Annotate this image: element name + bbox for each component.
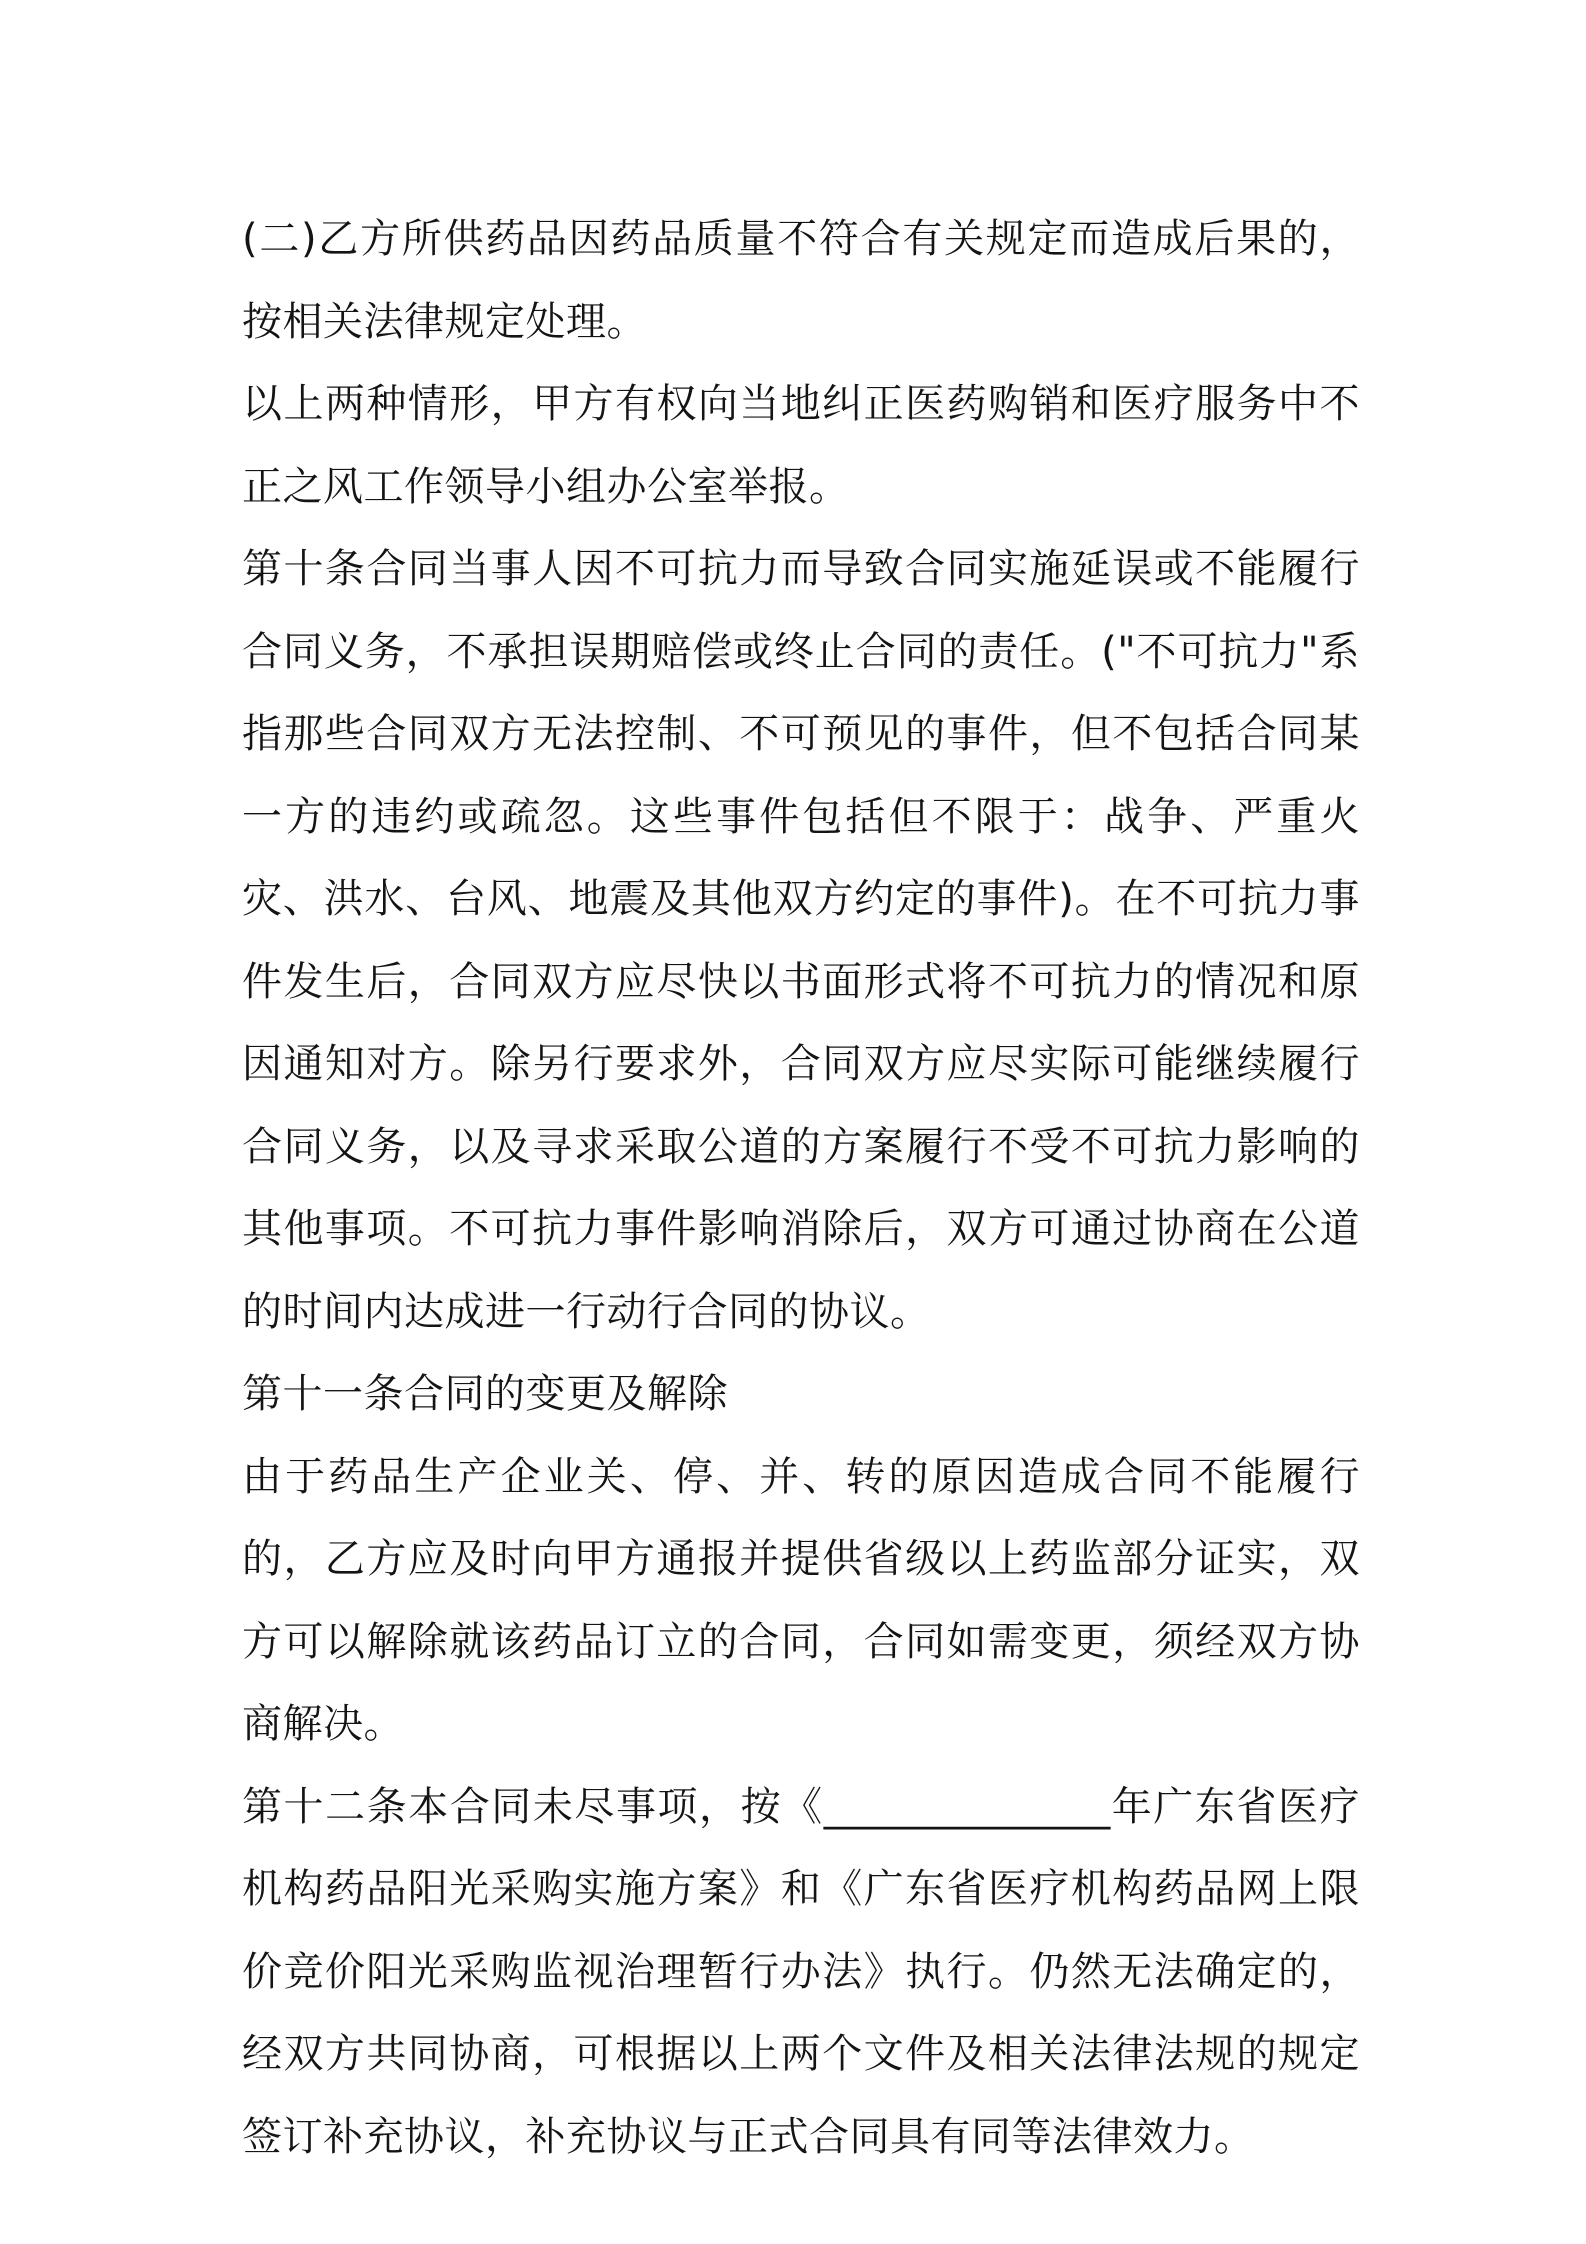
paragraph-article-12-supplementary: 第十二条本合同未尽事项，按《______________年广东省医疗机构药品阳光采购实施方案》和《广东省医疗机构药品网上限价竞价阳光采购监视治理暂行办法》执行。仍然无法确定的，经双方共同协商，可根据以上两个文件及相关法律法规的规定签订补充协议，补充协议与正式合同具有同等法律效力。 [242,1783,1360,2160]
document-body [242,198,1360,2178]
paragraph-article-11-termination: 由于药品生产企业关、停、并、转的原因造成合同不能履行的，乙方应及时向甲方通报并提供省级以上药监部分证实，双方可以解除就该药品订立的合同，合同如需变更，须经双方协商解决。 [242,1453,1360,1747]
paragraph-report-right: 以上两种情形，甲方有权向当地纠正医药购销和医疗服务中不正之风工作领导小组办公室举报。 [242,381,1360,510]
paragraph-quality-breach: (二)乙方所供药品因药品质量不符合有关规定而造成后果的，按相关法律规定处理。 [242,216,1360,345]
heading-article-11: 第十一条合同的变更及解除 [242,1371,728,1417]
paragraph-article-10-force-majeure: 第十条合同当事人因不可抗力而导致合同实施延误或不能履行合同义务，不承担误期赔偿或终止合同的责任。("不可抗力"系指那些合同双方无法控制、不可预见的事件，但不包括合同某一方的违约或疏忽。这些事件包括但不限于：战争、严重火灾、洪水、台风、地震及其他双方约定的事件)。在不可抗力事件发生后，合同双方应尽快以书面形式将不可抗力的情况和原因通知对方。除另行要求外，合同双方应尽实际可能继续履行合同义务，以及寻求采取公道的方案履行不受不可抗力影响的其他事项。不可抗力事件影响消除后，双方可通过协商在公道的时间内达成进一行动行合同的协议。 [242,546,1360,1335]
